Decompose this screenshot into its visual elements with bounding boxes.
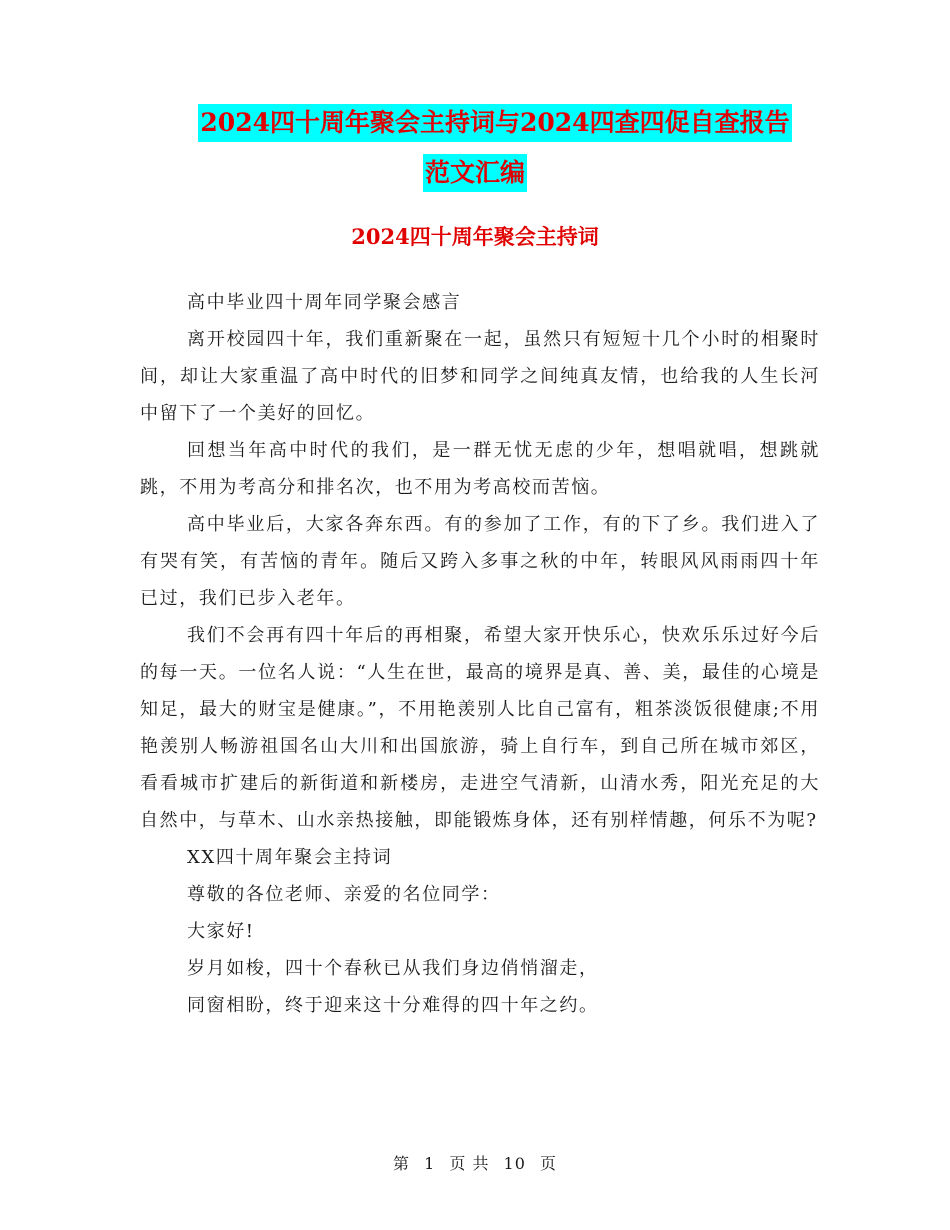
title-line-2: 范文汇编: [423, 154, 527, 192]
paragraph: 我们不会再有四十年后的再相聚，希望大家开快乐心，快欢乐乐过好今后的每一天。一位名人说：“人生在世，最高的境界是真、善、美，最佳的心境是知足，最大的财宝是健康。”，不用艳羡别人比自己富有，粗茶淡饭很健康;不用艳羡别人畅游祖国名山大川和出国旅游，骑上自行车，到自己所在城市郊区，看看城市扩建后的新街道和新楼房，走进空气清新，山清水秀，阳光充足的大自然中，与草木、山水亲热接触，即能锻炼身体，还有别样情趣，何乐不为呢?: [140, 625, 820, 831]
paragraph: 大家好!: [187, 921, 255, 942]
section-title: 2024四十周年聚会主持词: [351, 224, 599, 249]
paragraph: 同窗相盼，终于迎来这十分难得的四十年之约。: [187, 995, 599, 1016]
paragraph: XX四十周年聚会主持词: [187, 847, 393, 868]
paragraph: 高中毕业四十周年同学聚会感言: [187, 292, 462, 313]
paragraph: 离开校园四十年，我们重新聚在一起，虽然只有短短十几个小时的相聚时间，却让大家重温了高中时代的旧梦和同学之间纯真友情，也给我的人生长河中留下了一个美好的回忆。: [140, 329, 820, 424]
document-body: [140, 284, 820, 1024]
paragraph: 高中毕业后，大家各奔东西。有的参加了工作，有的下了乡。我们进入了有哭有笑，有苦恼的青年。随后又跨入多事之秋的中年，转眼风风雨雨四十年已过，我们已步入老年。: [140, 514, 820, 609]
paragraph: 岁月如梭，四十个春秋已从我们身边俏悄溜走，: [187, 958, 599, 979]
footer-suffix: 页: [540, 1154, 558, 1173]
footer-total-pages: 10: [503, 1154, 526, 1173]
title-line-1: 2024四十周年聚会主持词与2024四查四促自查报告: [198, 104, 791, 142]
document-title: [0, 104, 950, 192]
footer-middle: 页 共: [449, 1154, 490, 1173]
footer-prefix: 第: [392, 1154, 410, 1173]
paragraph: 尊敬的各位老师、亲爱的名位同学：: [187, 884, 501, 905]
page-footer: [0, 1152, 950, 1176]
footer-page-number: 1: [424, 1154, 436, 1173]
paragraph: 回想当年高中时代的我们，是一群无忧无虑的少年，想唱就唱，想跳就跳，不用为考高分和排名次，也不用为考高校而苦恼。: [140, 440, 820, 498]
